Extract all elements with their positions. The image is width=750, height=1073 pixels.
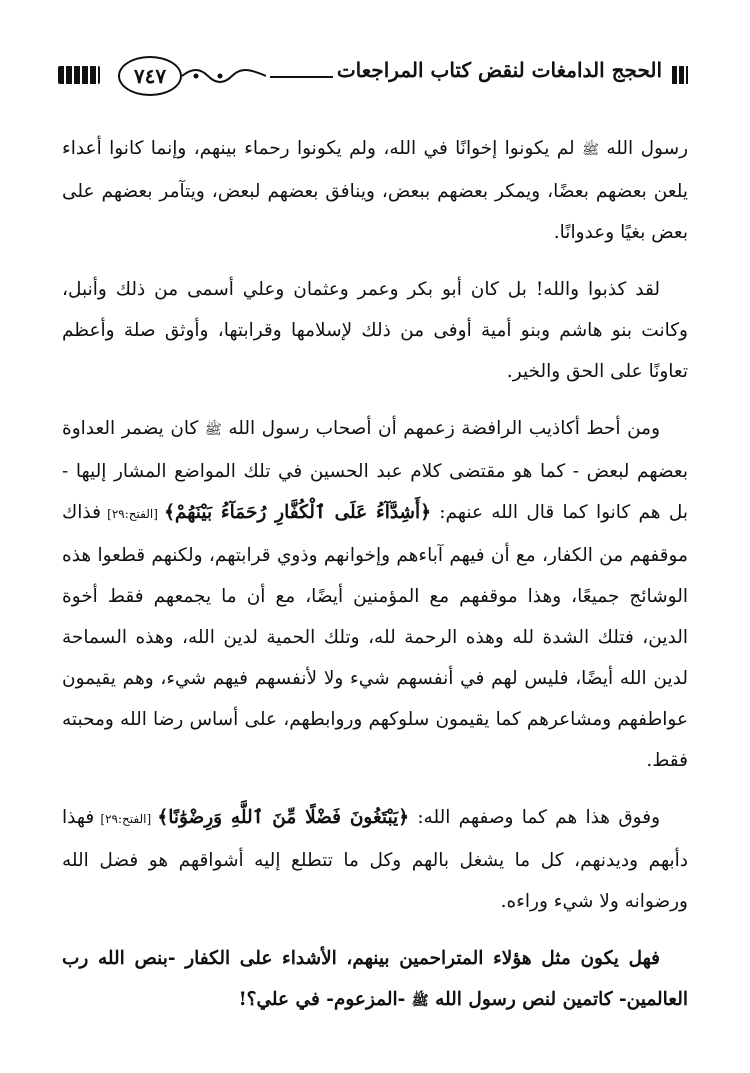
header-title: الحجج الدامغات لنقض كتاب المراجعات: [333, 58, 666, 82]
body-text: [62, 128, 688, 1038]
paragraph-text: لقد كذبوا والله! بل كان أبو بكر وعمر وعثمان وعلي أسمى من ذلك وأنبل، وكانت بنو هاشم وبنو أمية أوفى من ذلك لإسلامها وقرابتها، وأوثق صلة وأعظم تعاونًا على الحق والخير.: [62, 279, 688, 382]
paragraph-text: رسول الله: [599, 138, 689, 159]
salawat-symbol: ﷺ: [411, 993, 429, 1009]
paragraph-text: كان يضمر العداوة بعضهم لبعض - كما هو مقتضى كلام عبد الحسين في تلك المواضع المشار إليها - بل هم كانوا كما قال الله عنهم:: [62, 418, 688, 523]
quran-verse: ﴿أَشِدَّآءُ عَلَى ٱلْكُفَّارِ رُحَمَآءُ بَيْنَهُمْ﴾: [164, 502, 432, 523]
paragraph-text: لم يكونوا إخوانًا في الله، ولم يكونوا رحماء بينهم، وإنما كانوا أعداء يلعن بعضهم بعضًا، ويمكر بعضهم ببعض، وينافق بعضهم لبعض، ويتآمر بعضهم على بعض بغيًا وعدوانًا.: [62, 138, 688, 243]
paragraph-text: فهذا دأبهم وديدنهم، كل ما يشغل بالهم وكل ما تتطلع إليه أشواقهم هو فضل الله ورضوانه ولا شيء وراءه.: [62, 807, 688, 912]
salawat-symbol: ﷺ: [204, 422, 222, 438]
paragraph-text: -المزعوم- في علي؟!: [238, 989, 412, 1010]
quran-verse: ﴿يَبْتَغُونَ فَضْلًا مِّنَ ٱللَّهِ وَرِضْوَٰنًا﴾: [157, 807, 410, 828]
paragraph-text: ومن أحط أكاذيب الرافضة زعمهم أن أصحاب رسول الله: [221, 418, 660, 439]
paragraph: [62, 128, 688, 253]
running-header: [58, 52, 688, 96]
paragraph-text: فذاك موقفهم من الكفار، مع أن فيهم آباءهم وإخوانهم وذوي قرابتهم، ولكنهم قطعوا هذه الوشائج جميعًا، وهذا موقفهم مع المؤمنين أيضًا، مع أن ما يجمعهم فقط أخوة الدين، فتلك الشدة لله وهذه الرحمة لله، وتلك الحمية لدين الله، وهذه السماحة لدين الله أيضًا، فليس لهم في أنفسهم شيء ولا لأنفسهم فيهم شيء، وهم يقيمون عواطفهم ومشاعرهم كما يقيمون سلوكهم وروابطهم، على أساس رضا الله ومحبته فقط.: [62, 502, 688, 771]
paragraph: [62, 797, 688, 922]
flourish-icon: [182, 66, 266, 86]
ornament-right-icon: [672, 66, 688, 84]
salawat-symbol: ﷺ: [582, 142, 599, 158]
verse-reference: [الفتح:٢٩]: [100, 507, 165, 521]
paragraph-text: فهل يكون مثل هؤلاء المتراحمين بينهم، الأشداء على الكفار -بنص الله رب العالمين- كاتمين لنص رسول الله: [62, 948, 688, 1010]
verse-reference: [الفتح:٢٩]: [94, 812, 158, 826]
paragraph: [62, 408, 688, 781]
page-number: ٧٤٧: [118, 56, 182, 96]
paragraph-text: وفوق هذا هم كما وصفهم الله:: [409, 807, 661, 828]
paragraph: [62, 938, 688, 1022]
ornament-left-icon: [58, 66, 100, 84]
paragraph: [62, 269, 688, 392]
